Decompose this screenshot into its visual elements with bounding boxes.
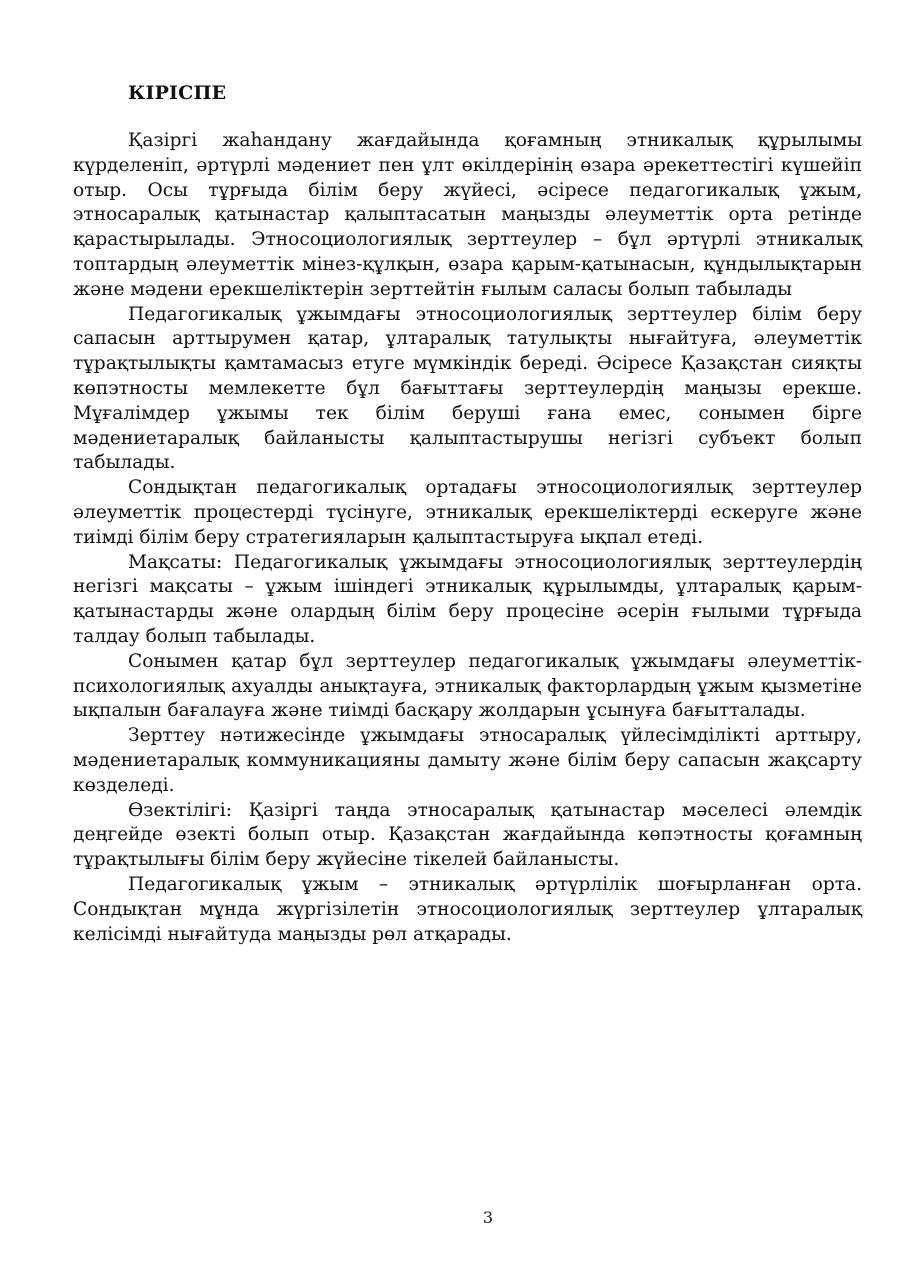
paragraph-introduction: Қазіргі жаһандану жағдайында қоғамның этникалық құрылымы күрделеніп, әртүрлі мәдениет пен ұлт өкілдерінің өзара әрекеттестігі күшейіп отыр. Осы тұрғыда білім беру жүйесі, әсіресе педагогикалық ұжым, этносаралық қатынастар қалыптасатын маңызды әлеуметтік орта ретінде қарастырылады. Этносоциологиялық зерттеулер – бұл әртүрлі этникалық топтардың әлеуметтік мінез-құлқын, өзара қарым-қатынасын, құндылықтарын және мәдени ерекшеліктерін зерттейтін ғылым саласы болып табылады: [73, 130, 862, 300]
paragraph-therefore: Сондықтан педагогикалық ортадағы этносоциологиялық зерттеулер әлеуметтік процестерді түсінуге, этникалық ерекшеліктерді ескеруге және тиімді білім беру стратегияларын қалыптастыруға ықпал етеді.: [73, 477, 862, 548]
paragraph-goal: Мақсаты: Педагогикалық ұжымдағы этносоциологиялық зерттеулердің негізгі мақсаты – ұжым ішіндегі этникалық құрылымды, ұлтаралық қарым-қатынастарды және олардың білім беру процесіне әсерін ғылыми тұрғыда талдау болып табылады.: [73, 551, 862, 647]
section-heading: КІРІСПЕ: [128, 82, 227, 104]
paragraph-research-importance: Педагогикалық ұжымдағы этносоциологиялық зерттеулер білім беру сапасын арттырумен қатар, ұлтаралық татулықты нығайтуға, әлеуметтік тұрақтылықты қамтамасыз етуге мүмкіндік береді. Әсіресе Қазақстан сияқты көпэтносты мемлекетте бұл бағыттағы зерттеулердің маңызы ерекше. Мұғалімдер ұжымы тек білім беруші ғана емес, сонымен бірге мәдениетаралық байланысты қалыптастырушы негізгі субъект болып табылады.: [73, 303, 862, 474]
page-content: [73, 80, 862, 947]
paragraph-goal-continued: Сонымен қатар бұл зерттеулер педагогикалық ұжымдағы әлеуметтік-психологиялық ахуалды анықтауға, этникалық факторлардың ұжым қызметіне ықпалын бағалауға және тиімді басқару жолдарын ұсынуға бағытталады.: [73, 650, 862, 722]
paragraph-relevance-continued: Педагогикалық ұжым – этникалық әртүрлілік шоғырланған орта. Сондықтан мұнда жүргізілетін этносоциологиялық зерттеулер ұлтаралық келісімді нығайтуда маңызды рөл атқарады.: [73, 873, 862, 945]
page-number: 3: [482, 1208, 494, 1227]
paragraph-expected-result: Зерттеу нәтижесінде ұжымдағы этносаралық үйлесімділікті арттыру, мәдениетаралық коммуникацияны дамыту және білім беру сапасын жақсарту көзделеді.: [73, 725, 862, 796]
paragraph-relevance: Өзектілігі: Қазіргі таңда этносаралық қатынастар мәселесі әлемдік деңгейде өзекті болып отыр. Қазақстан жағдайында көпэтносты қоғамның тұрақтылығы білім беру жүйесіне тікелей байланысты.: [73, 799, 862, 871]
